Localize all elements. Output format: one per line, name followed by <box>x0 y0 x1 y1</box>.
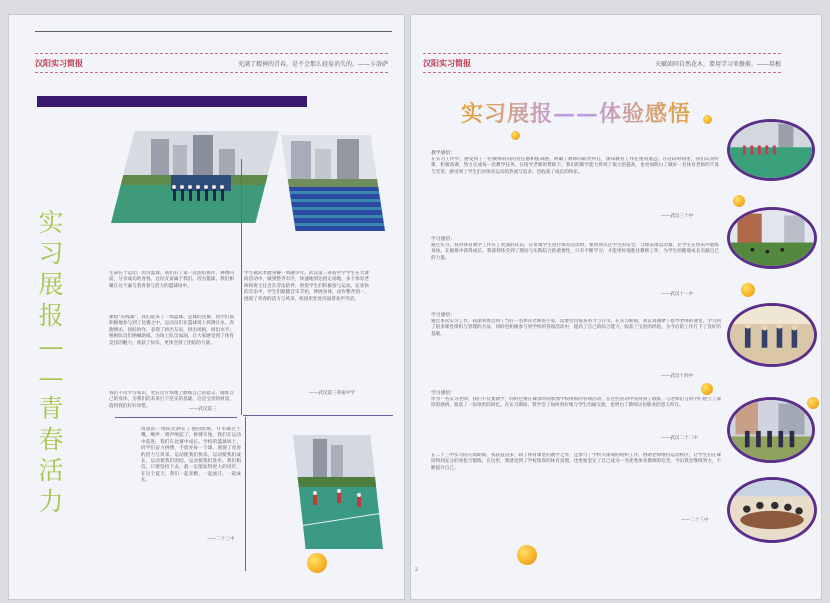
signature-school-30: ——武汉三十中 <box>661 214 694 219</box>
section-text-learning-3: 作为一名实习老师，我们不仅要教学，同时还要在课余时间参加学校组织的各项活动，在这些活动中我得到了锻炼，与老师们与同学们建立了深厚的感情，收获了一份珍贵的回忆。在实习期间，我学会了如何更好地与学生沟通交流，也明白了教师这份职业的意义所在。 <box>431 397 721 409</box>
vertical-title-char: — <box>38 363 64 392</box>
decor-orange-dot <box>733 195 745 207</box>
vertical-title-char: 报 <box>38 301 64 330</box>
paragraph-morning-game: 清晨的一缕阳光洒在了他的脸颊，开水刷过于嘴。啊声：哨声响起了，拼搏开始，我们在运动中前进，我们在比赛中成长。学校的篮球场上，同学们奋力拼搏，不放弃每一个球，展现了青春的活力与风采。运动使我们快乐，运动使我们成长，运动使我们团结，运动使我们进步。我们相信，只要坚持下去，就一定能取得更大的进步，在这个夏天，我们一起奔跑，一起流汗，一起成长。 <box>141 427 241 484</box>
decor-orange-dot <box>517 545 537 565</box>
signature-school-22: ——武汉二十二中 <box>661 436 698 441</box>
paragraph-exercise: 学生做武术健身操一周趣少年。武汉第三寄宿中学学生在大课间活动中，做到整齐有序，快速地到达指定场地，多个体育老师和班主任会在旁边陪伴，督促学生们积极参与运动。在欢快的音乐中，学生们跟随音乐节拍，伸展身体，动作整齐划一，展现了青春的活力与风采，校园里处处洋溢着欢声笑语。 <box>244 271 369 302</box>
signature-school-3-boarding: ——武汉第三寄宿中学 <box>309 391 355 396</box>
right-header-title: 汉阳实习简报 <box>423 58 471 68</box>
decor-orange-dot <box>703 115 712 124</box>
photo-kids-playing <box>293 435 383 549</box>
main-title-text: 实习展报——体验感悟 <box>461 101 692 127</box>
left-header-title: 汉阳实习简报 <box>35 58 83 68</box>
vertical-title-char: 青 <box>38 394 64 423</box>
oval-photo-teachers-group <box>727 397 815 463</box>
decor-orange-dot <box>741 283 755 297</box>
signature-school-14: ——武汉十四中 <box>661 374 694 379</box>
vertical-divider-lower <box>245 417 246 571</box>
decor-orange-dot <box>511 131 520 140</box>
page-number: 2 <box>415 568 418 573</box>
section-text-school-23: 在二十三中实习的几周期间，我获益良多，除了体育课堂的教学之外，还参与了学校大课间的组织工作，协助老师维持运动秩序，让学生们在课间得到充分的放松与锻炼。在这里，我感受到了学校浓厚的体育氛围，也更加坚定了自己成为一名优秀体育教师的信念，今后我会继续努力，不断提升自己。 <box>431 453 721 471</box>
signature-school-23: ——二十三中 <box>207 537 235 542</box>
horizontal-divider-left <box>115 417 237 418</box>
decor-orange-dot <box>307 553 327 573</box>
vertical-title-char: 展 <box>38 270 64 299</box>
section-title-learning-2: 学习感悟： <box>431 313 455 318</box>
signature-school-23-right: ——二十三中 <box>681 518 709 523</box>
main-title <box>461 97 691 128</box>
photo-assembly-crowd <box>281 135 385 231</box>
decor-orange-dot <box>807 397 819 409</box>
vertical-title <box>31 207 71 517</box>
oval-photo-classroom-building <box>727 207 817 269</box>
section-text-learning-2: 通过本次实习工作，我深刻体会到了当好一名体育老师的不易，需要付出很多努力与汗水。在实习期间，我认真观摩了指导老师的课堂，学习到了很多课堂组织与管理的方法，同时也积极参与到学校的各项活动中，提高了自己的综合能力，收获了宝贵的经验，为今后的工作打下了良好的基础。 <box>431 319 721 337</box>
left-header <box>35 53 388 73</box>
top-rule <box>35 31 392 32</box>
signature-school-3: ——武汉第三 <box>189 407 217 412</box>
right-page <box>410 14 822 600</box>
left-page <box>8 14 405 600</box>
paragraph-basketball-match: 课程“实践课”，我们迎来了一场篮球、足球的比赛，同学们都积极地参与到了比赛之中，运动员们在篮球场上挥洒汗水，奔跑搏杀，团结协作，表现了拼出友谊，拼出风格，拼出水平；啦啦队员们呐喊助威，为场上队员加油，让大家感受到了体育竞技的魅力，收获了快乐，更体会到了团结的力量。 <box>109 315 234 346</box>
vertical-title-char: 力 <box>38 487 64 516</box>
section-title-teaching: 教学感悟： <box>431 151 455 156</box>
signature-school-11: ——武汉十一中 <box>661 292 694 297</box>
section-title-learning-3: 学习感悟： <box>431 391 455 396</box>
oval-photo-meeting-room <box>727 477 817 543</box>
vertical-title-char: 习 <box>38 239 64 268</box>
vertical-title-char: — <box>38 332 64 361</box>
purple-banner-bar <box>37 96 307 107</box>
vertical-title-char: 春 <box>38 425 64 454</box>
right-header-motto: 天赋如同自然花木，要用学习来修剪。——培根 <box>654 60 781 68</box>
vertical-title-char: 实 <box>38 208 64 237</box>
oval-photo-students-line <box>727 119 815 181</box>
section-text-teaching: 在实习工作中，感受到了一位教师肩负的责任感和使命感，明确了教师的职责所在，深知教育工作任重而道远。在这段时间里，我们认真听课，积极备课，努力完成每一次教学任务，在指导老师的帮助下，我们的教学能力得到了很大的提高，也更加明白了做好一名体育老师的不易与光荣，感受到了学生们对体育运动的热爱与追求，也收获了成长的快乐。 <box>431 157 719 175</box>
vertical-divider <box>241 159 242 415</box>
right-header <box>423 53 781 73</box>
oval-photo-indoor-gym <box>727 303 817 367</box>
decor-orange-dot <box>701 383 713 395</box>
paragraph-basketball-summary: 我们不仅学习知识，更在这片场地上磨练自己的意志，锻炼自己的身体，为我们的未来打下坚实的基础。这是宝贵的财富，值得我们好好珍惜。 <box>109 391 234 409</box>
section-text-learning-1: 通过实习，我对体育教学工作有了更深的认识，在带领学生进行体育活动时，要时刻关注学生的安全，合理安排运动量，让学生在快乐中锻炼身体，在锻炼中获得成长。我深刻体会到了理论与实践结合的重要性，只有不断学习，才能更好地胜任教师工作，为学生的健康成长贡献自己的力量。 <box>431 243 719 261</box>
photo-basketball-group <box>111 131 279 223</box>
section-title-learning-1: 学习感悟： <box>431 237 455 242</box>
left-header-motto: 充满了精神的青春，是不会那么轻易消失的。——卡洛萨 <box>237 60 388 68</box>
vertical-title-char: 活 <box>38 456 64 485</box>
horizontal-divider-right <box>243 415 393 416</box>
paragraph-basketball-intro: 生命在于运动，因为篮球，我们有了第一次团结协作，拼搏向前，分享成功的喜悦。这份友谊属于我们。因为篮球，我们相聚在这个遍与着青春与活力的篮球场中。 <box>109 271 234 289</box>
